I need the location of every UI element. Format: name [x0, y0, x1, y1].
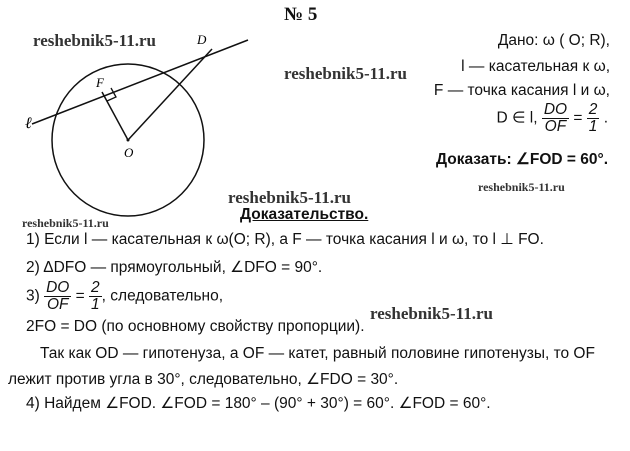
given-fraction-1 — [542, 102, 569, 135]
fraction-numerator: 2 — [588, 101, 598, 118]
label-l: ℓ — [25, 115, 32, 132]
equals-sign: = — [573, 109, 583, 127]
tangent-line-l — [32, 40, 248, 124]
step-fraction-2 — [89, 280, 102, 313]
given-membership: D ∈ l, — [496, 109, 538, 127]
proof-heading: Доказательство. — [240, 206, 369, 223]
fraction-numerator: 2 — [91, 279, 100, 296]
center-point-O — [127, 139, 130, 142]
proof-step-4: 4) Найдем ∠FOD. ∠FOD = 180° – (90° + 30°) = 60°. ∠FOD = 60°. — [26, 395, 491, 412]
label-F: F — [96, 75, 104, 90]
fraction-denominator: OF — [544, 118, 567, 135]
segment-OD — [128, 49, 212, 140]
proof-step-3 — [26, 280, 223, 313]
step-3-suffix: , следовательно, — [101, 287, 224, 305]
watermark: reshebnik5-11.ru — [284, 64, 407, 83]
fraction-denominator: 1 — [91, 296, 100, 313]
given-line-3: F — точка касания l и ω, — [433, 82, 610, 99]
given-line-4 — [496, 102, 608, 135]
equals-sign: = — [75, 287, 85, 305]
fraction-numerator: DO — [46, 279, 70, 296]
prove-statement: Доказать: ∠FOD = 60°. — [436, 151, 608, 168]
given-line-2: l — касательная к ω, — [461, 58, 610, 75]
watermark: reshebnik5-11.ru — [370, 304, 493, 323]
proof-step-3d: лежит против угла в 30°, следовательно, ∠FDO = 30°. — [8, 371, 399, 388]
watermark: reshebnik5-11.ru — [228, 188, 351, 207]
proof-step-1: 1) Если l — касательная к ω(O; R), а F — точка касания l и ω, то l ⊥ FO. — [26, 231, 544, 248]
step-fraction-1 — [44, 280, 71, 313]
fraction-denominator: OF — [46, 296, 69, 313]
fraction-denominator: 1 — [588, 118, 598, 135]
proof-step-3b: 2FO = DO (по основному свойству пропорции). — [26, 318, 365, 335]
label-D: D — [197, 32, 207, 47]
watermark: reshebnik5-11.ru — [33, 31, 156, 50]
label-O: O — [124, 145, 134, 160]
problem-number: № 5 — [284, 4, 318, 25]
step-number: 3) — [26, 287, 40, 305]
watermark: reshebnik5-11.ru — [22, 216, 109, 230]
segment-OF — [102, 92, 128, 140]
proof-step-3c: Так как OD — гипотенуза, а OF — катет, равный половине гипотенузы, то OF — [40, 345, 595, 362]
fraction-numerator: DO — [543, 101, 568, 118]
watermark: reshebnik5-11.ru — [478, 180, 565, 194]
given-line-1: Дано: ω ( O; R), — [497, 32, 610, 49]
proof-step-2: 2) ΔDFO — прямоугольный, ∠DFO = 90°. — [26, 259, 323, 276]
given-fraction-2 — [587, 102, 600, 135]
period: . — [603, 109, 608, 127]
